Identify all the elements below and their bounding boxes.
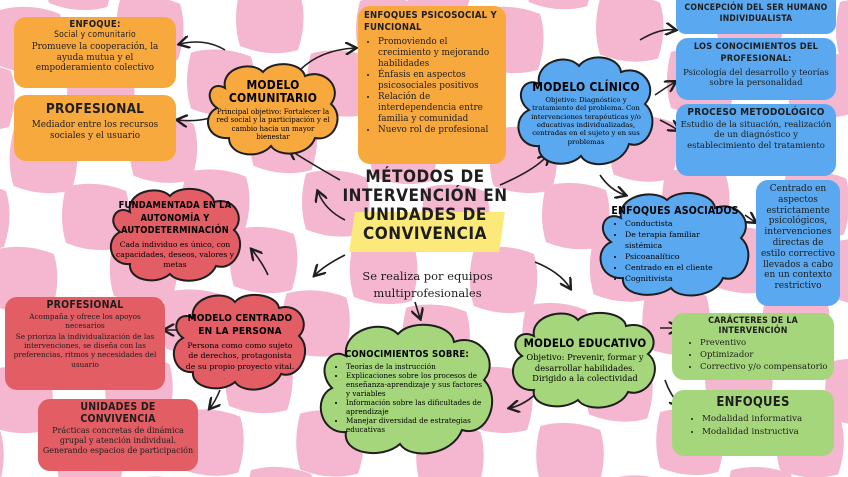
- enfoques-edu-list: [688, 413, 828, 438]
- modelo-educativo-cloud: [510, 308, 660, 412]
- enfoques-asociados-title: ENFOQUES ASOCIADOS: [611, 205, 739, 218]
- list-item: • Explicaciones sobre los procesos de enseñanza-aprendizaje y sus factores y variables: [346, 371, 482, 398]
- list-item: • Teorías de la instrucción: [346, 362, 482, 371]
- conoc-prof-text: Psicología del desarrollo y teorías sobre la personalidad: [683, 67, 829, 89]
- profesional-top-text: Mediador entre los recursos sociales y el usuario: [31, 120, 159, 141]
- list-item: • Preventivo: [700, 338, 828, 350]
- modelo-persona-title: MODELO CENTRADO EN LA PERSONA: [187, 313, 293, 338]
- fundamentada-title: FUNDAMENTADA EN LA AUTONOMÍA Y AUTODETERMINACIÓN: [118, 200, 232, 237]
- enfoques-educativo-box: [672, 390, 834, 456]
- profesional-top-title: PROFESIONAL: [45, 101, 145, 117]
- unidades-text2: Generando espacios de participación: [42, 446, 194, 455]
- list-item: • Optimizador: [700, 350, 828, 362]
- list-item: • Énfasis en aspectos psicosociales positivos: [378, 70, 500, 92]
- modelo-clinico-title: MODELO CLÍNICO: [532, 79, 640, 94]
- centrado-text: Centrado en aspectos estrictamente psicológicos, intervenciones directas de estilo correctivo llevados a cabo en un contexto restrictivo: [760, 184, 836, 292]
- modelo-comunitario-title: MODELO COMUNITARIO: [228, 77, 318, 105]
- proceso-title: PROCESO METODOLÓGICO: [687, 107, 825, 118]
- center-title-block: [330, 168, 520, 263]
- enfoque-text: Promueve la cooperación, la ayuda mutua y el empoderamiento colectivo: [31, 42, 159, 74]
- enfoque-subtitle: Social y comunitario: [54, 30, 136, 40]
- enfoques-psico-list: [364, 37, 500, 136]
- modelo-persona-text: Persona como como sujeto de derechos, protagonista de su propio proyecto vital.: [185, 341, 295, 371]
- list-item: • De terapia familiar sistémica: [625, 230, 739, 252]
- centrado-box: [756, 180, 840, 306]
- profesional-left-title: PROFESIONAL: [46, 299, 124, 311]
- list-item: • Correctivo y/o compensatorio: [700, 362, 828, 374]
- list-item: • Cognitivista: [625, 274, 739, 285]
- concepcion-box: [676, 0, 836, 34]
- enfoque-title: ENFOQUE:: [69, 19, 121, 30]
- proceso-box: [676, 104, 836, 176]
- list-item: • Información sobre las dificultades de aprendizaje: [346, 398, 482, 416]
- enfoque-box: [14, 17, 176, 88]
- enfoques-psico-title: ENFOQUES PSICOSOCIAL Y FUNCIONAL: [364, 10, 497, 34]
- profesional-left-box: [5, 297, 165, 390]
- fundamentada-cloud: [108, 186, 242, 284]
- list-item: • Relación de interdependencia entre familia y comunidad: [378, 92, 500, 125]
- modelo-clinico-text: Objetivo: Diagnóstico y tratamiento del problema. Con intervenciones terapéuticas y/o educativas individualizadas, centradas en el sujeto y en sus problemas: [531, 95, 641, 146]
- modelo-educativo-title: MODELO EDUCATIVO: [523, 335, 647, 350]
- list-item: • Nuevo rol de profesional: [378, 125, 500, 136]
- modelo-educativo-text2: Dirigido a la colectividad: [532, 373, 638, 384]
- profesional-left-text2: Se prioriza la individualización de las intervenciones, se diseña con las preferencias, ritmos y necesidades del usuario: [13, 332, 157, 369]
- list-item: • Centrado en el cliente: [625, 263, 739, 274]
- modelo-persona-cloud: [171, 290, 309, 394]
- conocimientos-sobre-cloud: [318, 320, 498, 462]
- conocimientos-sobre-list: [332, 362, 482, 434]
- list-item: • Modalidad informativa: [702, 413, 828, 426]
- conocimientos-sobre-title: CONOCIMIENTOS SOBRE:: [344, 348, 470, 360]
- concepcion-title: CONCEPCIÓN DEL SER HUMANO INDIVIDUALISTA: [684, 3, 828, 25]
- unidades-title: UNIDADES DE CONVIVENCIA: [80, 401, 156, 425]
- unidades-box: [38, 399, 198, 471]
- caracteres-box: [672, 313, 834, 380]
- conoc-prof-title: LOS CONOCIMIENTOS DEL PROFESIONAL:: [693, 41, 819, 65]
- list-item: • Psicoanalítico: [625, 252, 739, 263]
- profesional-left-text1: Acompaña y ofrece los apoyos necesarios: [29, 312, 141, 331]
- enfoques-asociados-list: [611, 219, 739, 284]
- checker-tile: [536, 423, 604, 477]
- proceso-text: Estudio de la situación, realización de un diagnóstico y establecimiento del tratamiento: [680, 120, 832, 151]
- modelo-comunitario-cloud: [203, 58, 343, 160]
- list-item: • Promoviendo el crecimiento y mejorando habilidades: [378, 37, 500, 70]
- caracteres-title: CARÁCTERES DE LA INTERVENCIÓN: [708, 316, 798, 336]
- conocimientos-profesional-box: [676, 38, 836, 100]
- enfoques-edu-title: ENFOQUES: [716, 395, 790, 410]
- list-item: • Conductista: [625, 219, 739, 230]
- list-item: • Manejar diversidad de estrategias educativas: [346, 416, 482, 434]
- enfoques-asociados-cloud: [597, 188, 753, 300]
- fundamentada-text: Cada individuo es único, con capacidades, deseos, valores y metas: [116, 240, 234, 269]
- list-item: • Modalidad instructiva: [702, 426, 828, 439]
- modelo-educativo-text1: Objetivo: Prevenir, formar y desarrollar habilidades.: [526, 351, 644, 373]
- center-title: MÉTODOS DE INTERVENCIÓN EN UNIDADES DE CONVIVENCIA: [342, 167, 508, 245]
- caracteres-list: [686, 338, 828, 374]
- modelo-clinico-cloud: [515, 52, 657, 170]
- center-subtitle: Se realiza por equipos multiprofesionales: [362, 269, 493, 300]
- profesional-top-box: [14, 95, 176, 161]
- enfoques-psicosocial-box: [358, 6, 506, 164]
- modelo-comunitario-text: Principal objetivo: Fortalecer la red social y la participación y el cambio hacia un mayor bienestar: [216, 107, 330, 142]
- checker-tile: [236, 0, 304, 53]
- unidades-text1: Prácticas concretas de dinámica grupal y atención individual.: [52, 426, 184, 445]
